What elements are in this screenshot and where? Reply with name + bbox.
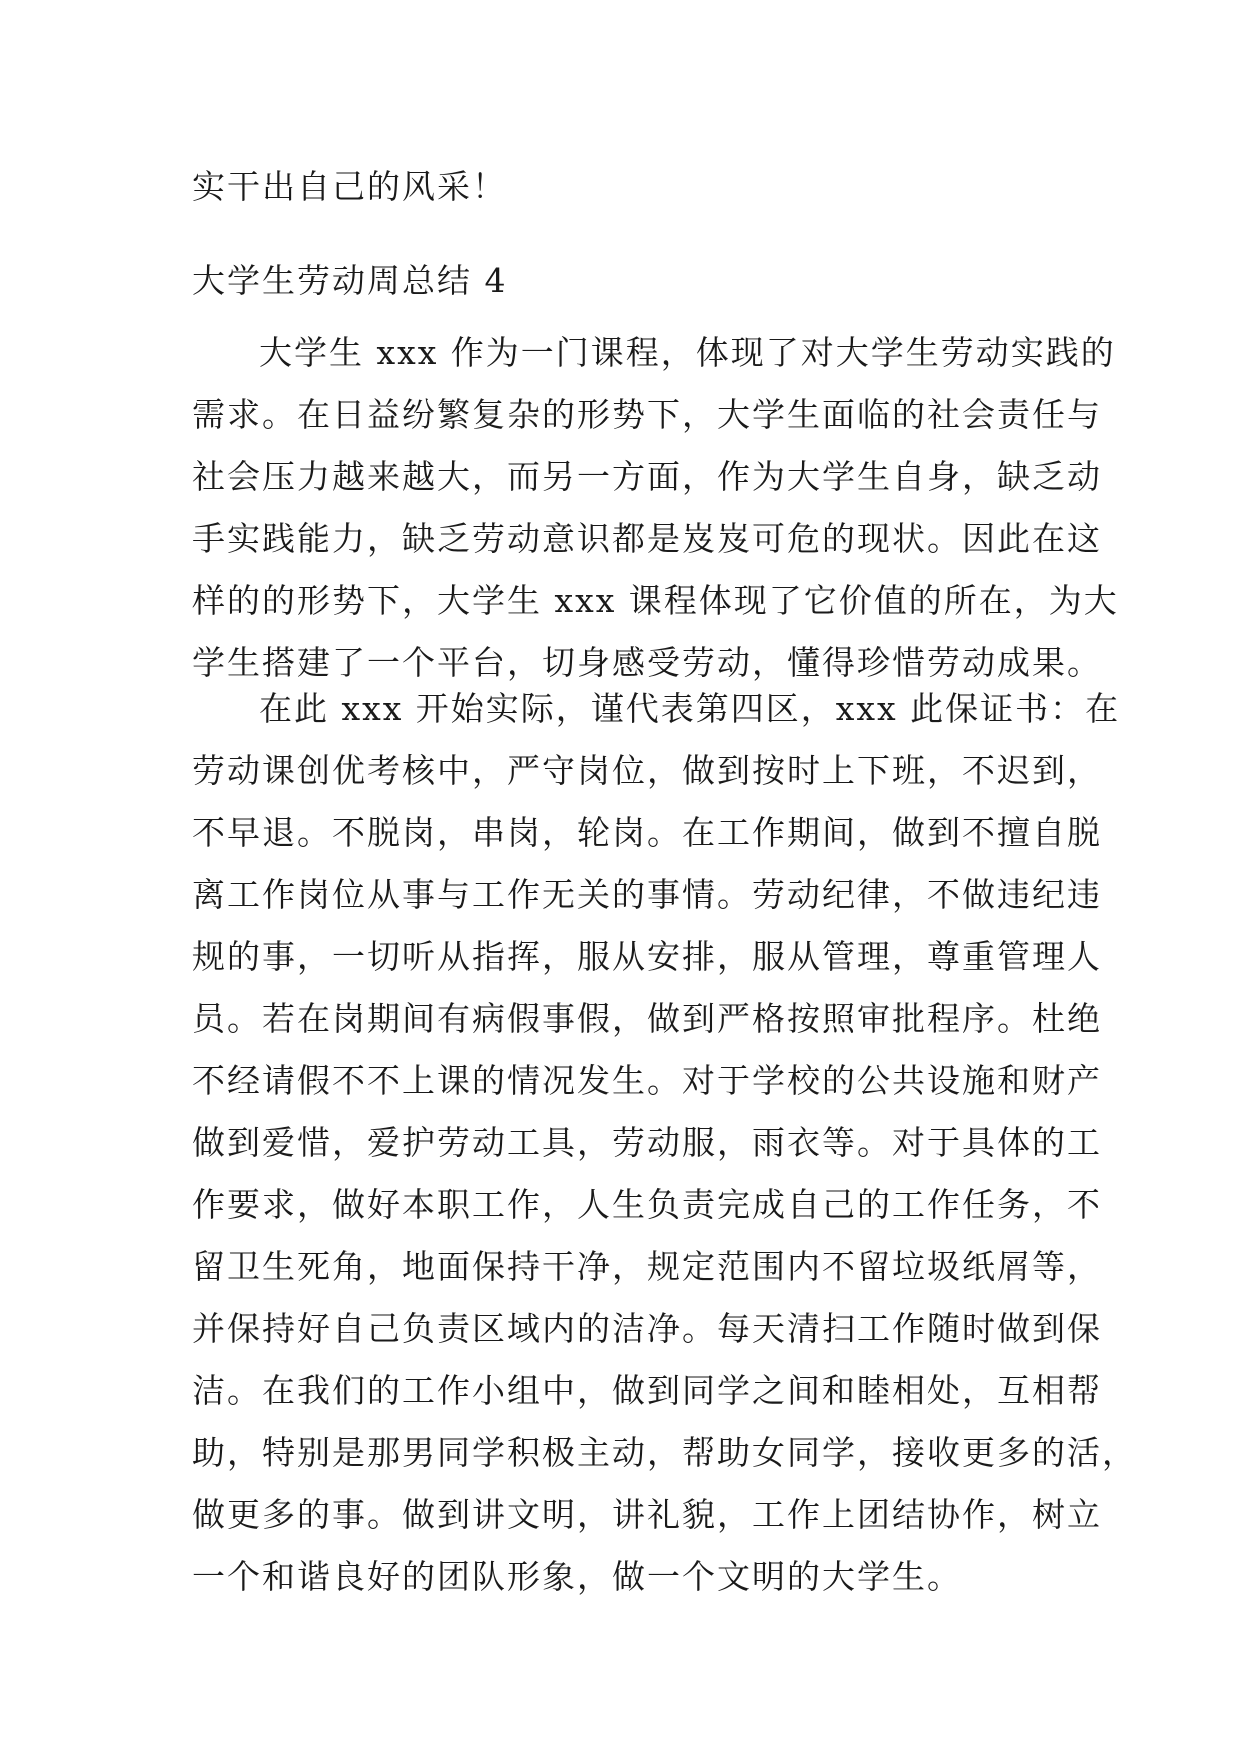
paragraph-line: 不经请假不不上课的情况发生。对于学校的公共设施和财产 [192,1061,1102,1100]
paragraph-line: 并保持好自己负责区域内的洁净。每天清扫工作随时做到保 [192,1309,1102,1348]
paragraph-line: 不早退。不脱岗，串岗，轮岗。在工作期间，做到不擅自脱 [192,813,1102,852]
paragraph-line: 留卫生死角，地面保持干净，规定范围内不留垃圾纸屑等， [192,1247,1102,1286]
paragraph-line: 作要求，做好本职工作，人生负责完成自己的工作任务，不 [192,1185,1102,1224]
paragraph-line: 员。若在岗期间有病假事假，做到严格按照审批程序。杜绝 [192,999,1102,1038]
paragraph-line: 规的事，一切听从指挥，服从安排，服从管理，尊重管理人 [192,937,1102,976]
paragraph-line: 在此 xxx 开始实际，谨代表第四区，xxx 此保证书：在 [259,689,1121,728]
paragraph-line: 学生搭建了一个平台，切身感受劳动，懂得珍惜劳动成果。 [192,643,1102,682]
paragraph-line: 一个和谐良好的团队形象，做一个文明的大学生。 [192,1557,962,1596]
paragraph-line: 需求。在日益纷繁复杂的形势下，大学生面临的社会责任与 [192,395,1102,434]
continued-text-line [192,156,1072,218]
paragraph-line: 手实践能力，缺乏劳动意识都是岌岌可危的现状。因此在这 [192,519,1102,558]
paragraph-line: 样的的形势下，大学生 xxx 课程体现了它价值的所在，为大 [192,581,1119,620]
paragraph-line: 劳动课创优考核中，严守岗位，做到按时上下班，不迟到， [192,751,1102,790]
paragraph-line: 做更多的事。做到讲文明，讲礼貌，工作上团结协作，树立 [192,1495,1102,1534]
paragraph-line: 社会压力越来越大，而另一方面，作为大学生自身，缺乏动 [192,457,1102,496]
paragraph-1 [192,322,1119,694]
section-heading [192,250,1072,312]
paragraph-line: 洁。在我们的工作小组中，做到同学之间和睦相处，互相帮 [192,1371,1102,1410]
paragraph-2 [192,678,1137,1608]
paragraph-line: 助，特别是那男同学积极主动，帮助女同学，接收更多的活， [192,1433,1137,1472]
paragraph-line: 大学生 xxx 作为一门课程，体现了对大学生劳动实践的 [259,333,1116,372]
paragraph-line: 离工作岗位从事与工作无关的事情。劳动纪律，不做违纪违 [192,875,1102,914]
section-title: 大学生劳动周总结 4 [192,261,508,300]
paragraph-line: 做到爱惜，爱护劳动工具，劳动服，雨衣等。对于具体的工 [192,1123,1102,1162]
continued-line-text: 实干出自己的风采！ [192,167,507,206]
